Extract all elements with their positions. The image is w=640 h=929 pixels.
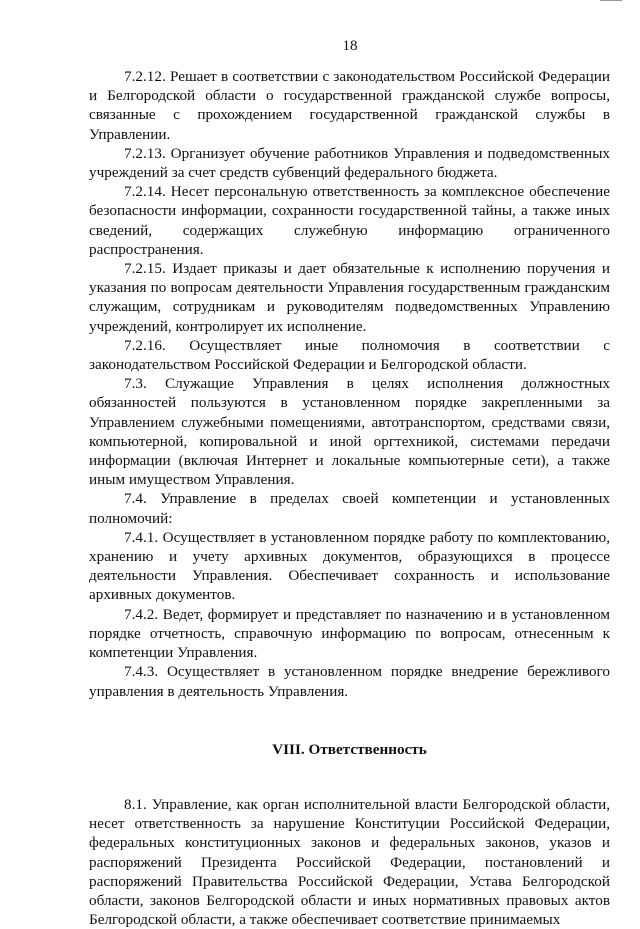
section-heading: VIII. Ответственность	[272, 740, 427, 758]
paragraph-7-4: 7.4. Управление в пределах своей компетенции и установленных полномочий:	[89, 490, 610, 527]
paragraph-7-4-3: 7.4.3. Осуществляет в установленном порядке внедрение бережливого управления в деятельность Управления.	[89, 663, 610, 700]
paragraph-7-2-15: 7.2.15. Издает приказы и дает обязательные к исполнению поручения и указания по вопросам деятельности Управления государственным гражданским служащим, сотрудникам и руководителям подведомственных Управлению учреждений, контролирует их исполнение.	[89, 260, 610, 335]
paragraph-7-2-13: 7.2.13. Организует обучение работников Управления и подведомственных учреждений за счет средств субвенций федерального бюджета.	[89, 144, 610, 182]
document-body	[89, 67, 610, 929]
scan-corner-mark	[600, 0, 622, 3]
paragraph-7-3: 7.3. Служащие Управления в целях исполнения должностных обязанностей пользуются в установленном порядке закрепленными за Управлением служебными помещениями, автотранспортом, средствами связи, компьютерной, копировальной и иной оргтехникой, системами передачи информации (включая Интернет и локальные компьютерные сети), а также иным имуществом Управления.	[89, 375, 610, 489]
paragraph-7-2-14: 7.2.14. Несет персональную ответственность за комплексное обеспечение безопасности информации, сохранности государственной тайны, а также иных сведений, содержащих служебную информацию ограниченного распространения.	[89, 183, 610, 258]
paragraph-7-4-2: 7.4.2. Ведет, формирует и представляет по назначению и в установленном порядке отчетность, справочную информацию по вопросам, отнесенным к компетенции Управления.	[89, 605, 610, 662]
paragraph-8-1: 8.1. Управление, как орган исполнительной власти Белгородской области, несет ответственность за нарушение Конституции Российской Федерации, федеральных конституционных законов и федеральных законов, указов и распоряжений Президента Российской Федерации, постановлений и распоряжений Правительства Российской Федерации, Устава Белгородской области, законов Белгородской области и иных нормативных правовых актов Белгородской области, а также обеспечивает соответствие принимаемых	[89, 795, 610, 929]
paragraph-7-4-1: 7.4.1. Осуществляет в установленном порядке работу по комплектованию, хранению и учету архивных документов, образующихся в процессе деятельности Управления. Обеспечивает сохранность и использование архивных документов.	[89, 528, 610, 604]
paragraph-7-2-16: 7.2.16. Осуществляет иные полномочия в соответствии с законодательством Российской Федерации и Белгородской области.	[89, 336, 610, 374]
paragraph-7-2-12: 7.2.12. Решает в соответствии с законодательством Российской Федерации и Белгородской области о государственной гражданской службе вопросы, связанные с прохождением государственной гражданской службы в Управлении.	[89, 68, 610, 143]
page-number: 18	[342, 38, 358, 54]
